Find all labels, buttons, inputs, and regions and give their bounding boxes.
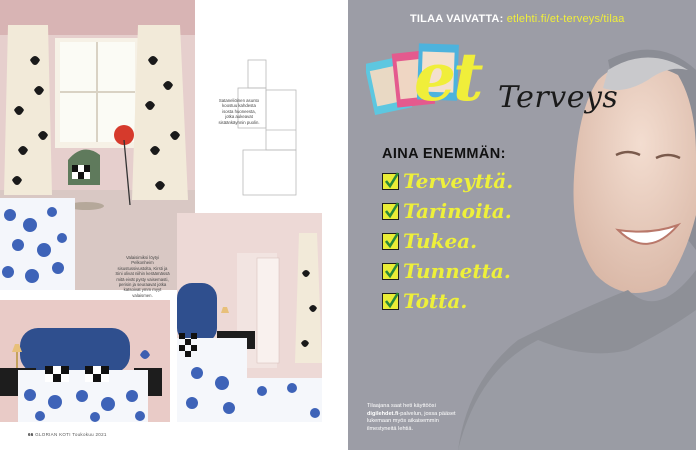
logo-et: et: [414, 38, 481, 116]
benefit-text: Tarinoita.: [403, 199, 512, 223]
benefits-list: [382, 166, 513, 316]
benefit-text: Terveyttä.: [403, 169, 514, 193]
page-number: 66: [28, 432, 34, 437]
benefit-item: [382, 166, 513, 196]
checkbox-icon: [382, 293, 399, 310]
benefit-item: [382, 196, 513, 226]
right-page-advert: [348, 0, 696, 450]
benefit-text: Tunnetta.: [403, 259, 511, 283]
checkbox-icon: [382, 263, 399, 280]
subscription-note: [367, 403, 462, 433]
page-folio: [28, 432, 107, 437]
note-part-2: -palvelun, jossa pääset lukemaan myös aikaisemmin ilmestyneitä lehtiä.: [367, 410, 456, 432]
bedroom-caption-left: Valaisimiksi löytyi Pelkonheim sisustussivustolta, Kirsti ja Sini olivat niihin keräämässä mitä eivät pysty vaisemasti, perisin ja seuraavat jotka katsoivat ymm myyt valaismen.: [115, 255, 170, 298]
checkbox-icon: [382, 173, 399, 190]
headline: AINA ENEMMÄN:: [382, 146, 506, 162]
digilehdet-link[interactable]: digilehdet.fi: [367, 410, 399, 417]
note-part-1: Tilaajana saat heti käyttöösi: [367, 403, 436, 409]
logo-terveys: Terveys: [498, 80, 619, 115]
order-line: [410, 13, 625, 25]
benefit-item: [382, 226, 513, 256]
benefit-text: Tukea.: [403, 229, 478, 253]
bedroom-hall-photo: [177, 213, 322, 422]
order-label: TILAA VAIVATTA:: [410, 13, 504, 25]
floor-plan: [233, 55, 303, 205]
living-room-photo: [0, 0, 195, 290]
order-url[interactable]: etlehti.fi/et-terveys/tilaa: [506, 13, 625, 25]
benefit-item: [382, 286, 513, 316]
checkbox-icon: [382, 233, 399, 250]
checkbox-icon: [382, 203, 399, 220]
bedroom-photo: [0, 300, 170, 422]
benefit-text: Totta.: [403, 289, 468, 313]
benefit-item: [382, 256, 513, 286]
plan-caption: Sataneliöinen asunto koostuu kahdesta isosta huoneesta, jotka aukeavat sisäänkäynnin puolin.: [218, 98, 260, 125]
issue-date: Toukokuu 2021: [72, 432, 107, 437]
magazine-name: GLORIAN KOTI: [35, 432, 71, 437]
